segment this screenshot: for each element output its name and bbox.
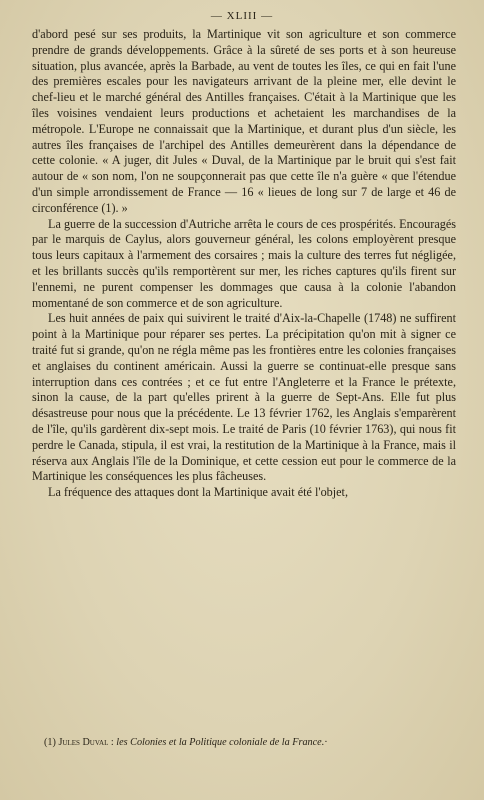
paragraph-1: d'abord pesé sur ses produits, la Martinique vit son agriculture et son commerce prendre de grands développements. Grâce à la sûreté de ses ports et à son heureuse situation, plus avancée, après la Barbade, au vent de toutes les îles, ce qui en fait l'une des premières escales pour les navigateurs arrivant de la pleine mer, elle devint le chef-lieu et le marché général des Antilles françaises. C'était à la Martinique que les îles voisines vendaient leurs productions et achetaient les marchandises de la métropole. L'Europe ne connaissait que la Martinique, et durant plus d'un siècle, les autres îles françaises de l'archipel des Antilles demeurèrent dans la dépendance de cette colonie. « A juger, dit Jules « Duval, de la Martinique par le bruit qui s'est fait autour de « son nom, l'on ne soupçonnerait pas que cette île n'a guère « que l'étendue d'un simple arrondissement de France — 16 « lieues de long sur 7 de large et 46 de circonférence (1). »: [32, 27, 456, 215]
paragraph-3: Les huit années de paix qui suivirent le traité d'Aix-la-Chapelle (1748) ne suffirent point à la Martinique pour réparer ses pertes. La précipitation qu'on mit à signer ce traité fut si grande, qu'on ne régla même pas les frontières entre les colonies françaises et anglaises du continent américain. Aussi la guerre se continuat-elle presque sans interruption dans ces contrées ; et ce fut entre l'Angleterre et la France le prétexte, sinon la cause, de la part qu'elles prirent à la guerre de Sept-Ans. Elle fut plus désastreuse pour nous que la précédente. Le 13 février 1762, les Anglais s'emparèrent de l'île, qu'ils gardèrent dix-sept mois. Le traité de Paris (10 février 1763), qui nous fit perdre le Canada, stipula, il est vrai, la restitution de la Martinique à la France, mais il réserva aux Anglais l'île de la Dominique, et cette cession eut pour le commerce de la Martinique les conséquences les plus fâcheuses.: [32, 311, 456, 484]
page-number: — XLIII —: [210, 10, 274, 22]
body-text: [32, 27, 456, 501]
footnote: [44, 736, 456, 749]
paragraph-2: La guerre de la succession d'Autriche arrêta le cours de ces prospérités. Encouragés par le marquis de Caylus, alors gouverneur général, les colons employèrent presque tous leurs capitaux à l'armement des corsaires ; mais la culture des terres fut négligée, et les brillants succès qu'ils remportèrent sur mer, les riches captures qu'ils firent sur l'ennemi, ne purent compenser les dommages que causa à la colonie l'abandon momentané de son commerce et de son agriculture.: [32, 216, 456, 310]
footnote-title: les Colonies et la Politique coloniale de la France.: [116, 737, 325, 748]
footnote-author: Jules Duval :: [58, 737, 114, 748]
paragraph-4: La fréquence des attaques dont la Martinique avait été l'objet,: [48, 485, 348, 500]
footnote-trail: ·: [324, 737, 328, 748]
footnote-marker: (1): [44, 737, 56, 748]
